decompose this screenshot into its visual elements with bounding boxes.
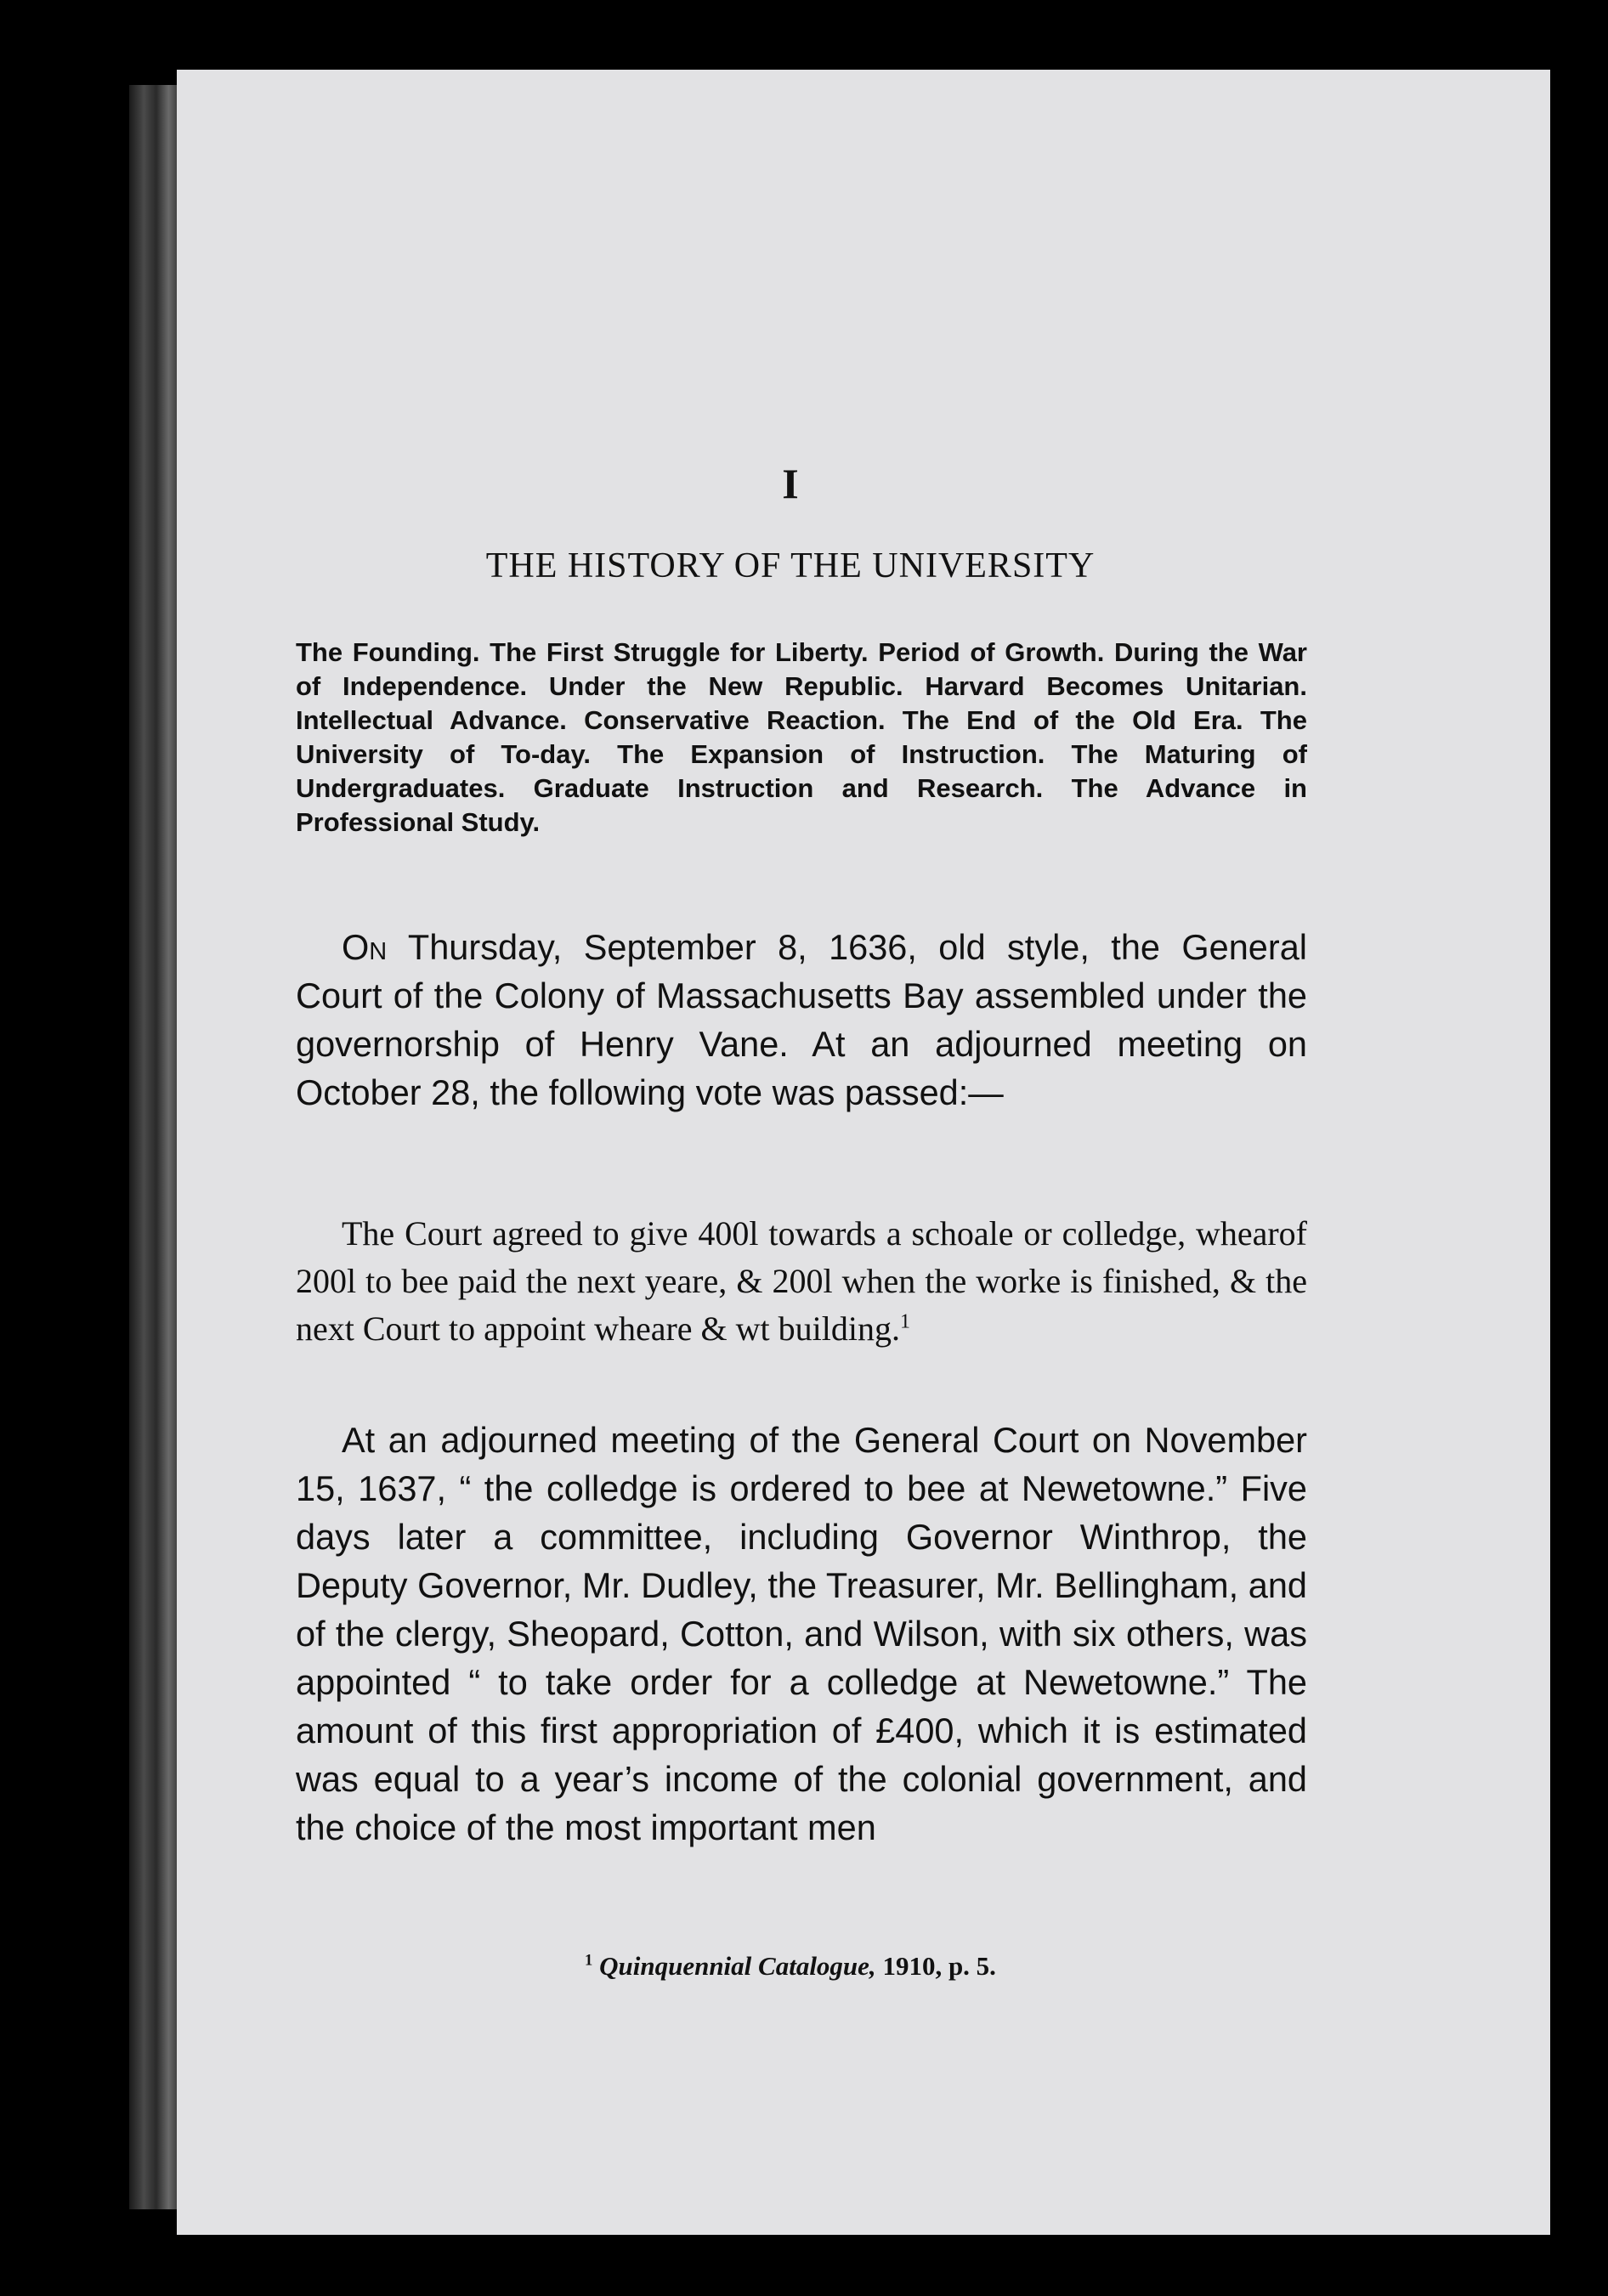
paragraph-1-text: Thursday, September 8, 1636, old style, the General Court of the Colony of Massachusetts Bay assembled under the governorship of Henry Vane. At an adjourned meeting on October 28, the following vote was passed:— <box>296 927 1308 1112</box>
chapter-synopsis: The Founding. The First Struggle for Liberty. Period of Growth. During the War of Independence. Under the New Republic. Harvard Becomes Unitarian. Intellectual Advance. Conservative Reaction. The End of the Old Era. The University of To-day. The Expansion of Instruction. The Maturing of Undergraduates. Graduate Instruction and Research. The Advance in Professional Study. <box>296 637 1307 837</box>
book-spine-shadow <box>129 85 178 2209</box>
footnote-rest: 1910, p. 5. <box>875 1951 996 1981</box>
paragraph-1 <box>296 923 1307 1117</box>
quoted-vote <box>296 1210 1307 1353</box>
footnote <box>177 1951 1404 1982</box>
chapter-numeral: I <box>782 460 799 507</box>
footnote-marker: 1 <box>585 1951 593 1970</box>
quoted-vote-text: The Court agreed to give 400l towards a schoale or colledge, whearof 200l to bee paid the next yeare, & 200l when the worke is finished, & the next Court to appoint wheare & wt building. <box>296 1214 1307 1348</box>
paragraph-2 <box>296 1416 1307 1852</box>
paragraph-2-text: At an adjourned meeting of the General Court on November 15, 1637, “ the colledge is ordered to bee at Newetowne.” Five days later a committee, including Governor Winthrop, the Deputy Governor, Mr. Dudley, the Treasurer, Mr. Bellingham, and of the clergy, Sheopard, Cotton, and Wilson, with six others, was appointed “ to take order for a colledge at Newetowne.” The amount of this first appropriation of £400, which it is estimated was equal to a year’s income of the colonial government, and the choice of the most important men <box>296 1420 1307 1847</box>
chapter-title: THE HISTORY OF THE UNIVERSITY <box>485 546 1096 585</box>
footnote-title: Quinquennial Catalogue, <box>599 1951 876 1981</box>
footnote-ref: 1 <box>900 1310 910 1333</box>
book-page <box>177 70 1550 2235</box>
paragraph-1-lead: On <box>342 927 388 967</box>
